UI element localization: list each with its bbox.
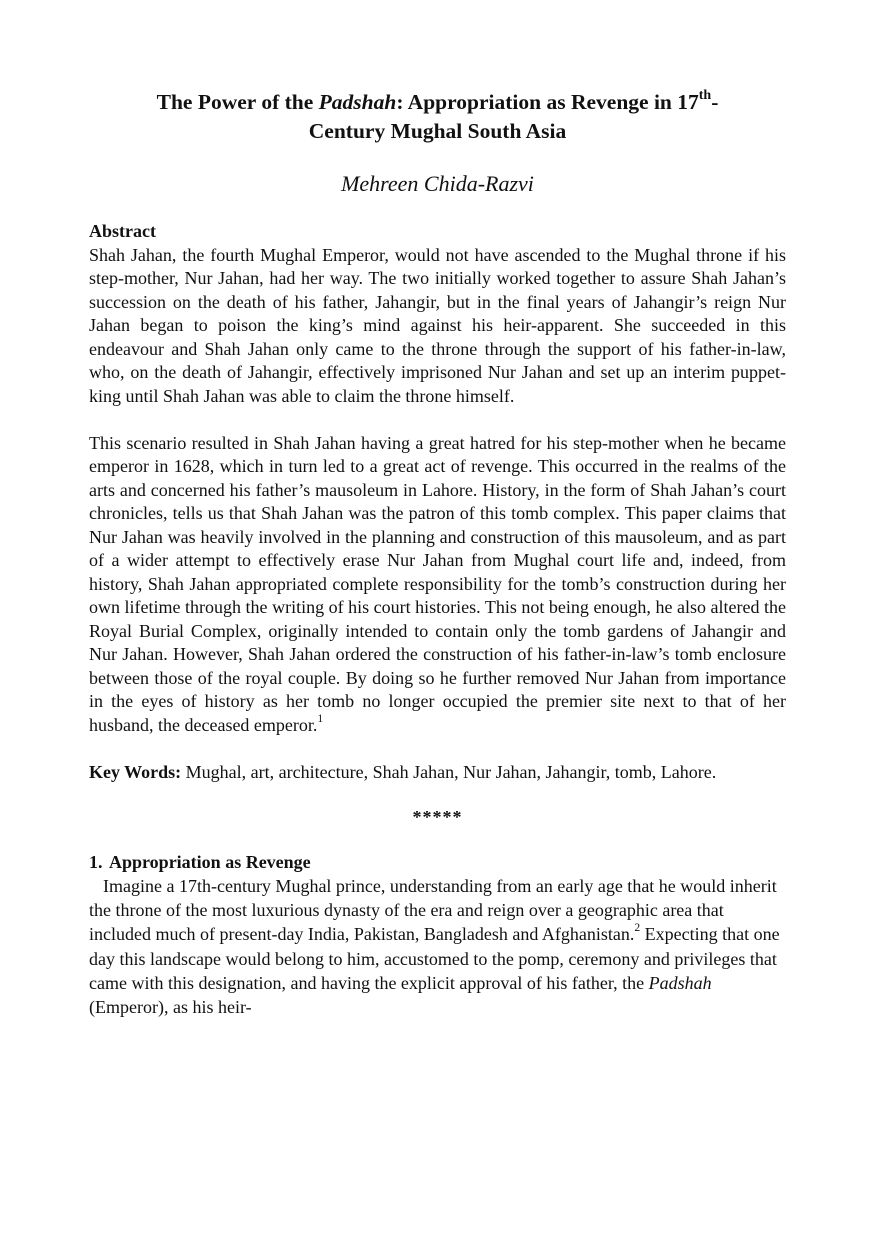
section-1-number: 1.	[89, 851, 103, 872]
paper-page	[89, 88, 786, 1019]
author-name: Mehreen Chida-Razvi	[341, 171, 534, 196]
abstract-heading: Abstract	[89, 221, 156, 241]
title-line-2: Century Mughal South Asia	[308, 119, 567, 143]
title-superscript: th	[698, 87, 712, 103]
section-1-text-part1: Imagine a 17th-century Mughal prince, understanding from an early age that he would inherit the throne of the most luxurious dynasty of the era and reign over a geographic area that included much of present-day India, Pakistan, Bangladesh and Afghanistan.	[89, 876, 777, 945]
title-text-part3: -	[711, 90, 719, 114]
section-1-text-part2: Expecting that one day this landscape would belong to him, accustomed to the pomp, ceremony and privileges that came with this designation, and having the explicit approval of his father, the	[89, 924, 780, 993]
section-1-paragraph	[89, 874, 786, 1019]
abstract-paragraph-2	[89, 432, 786, 738]
title-text-part1: The Power of the	[156, 90, 319, 114]
footnote-ref-1[interactable]: 1	[317, 712, 324, 725]
keywords-text: Mughal, art, architecture, Shah Jahan, Nur Jahan, Jahangir, tomb, Lahore.	[181, 761, 717, 782]
title-italic-word: Padshah	[318, 90, 397, 114]
paper-title	[89, 88, 786, 146]
section-1-italic-word: Padshah	[648, 972, 712, 993]
section-1-title: Appropriation as Revenge	[109, 851, 311, 872]
section-1-heading	[89, 851, 786, 875]
footnote-ref-2[interactable]: 2	[634, 922, 641, 935]
title-text-part2: : Appropriation as Revenge in 17	[396, 90, 699, 114]
keywords	[89, 761, 786, 785]
section-1-text-part3: (Emperor), as his heir-	[89, 997, 252, 1018]
abstract-paragraph-2-text: This scenario resulted in Shah Jahan having a great hatred for his step-mother when he became emperor in 1628, which in turn led to a great act of revenge. This occurred in the realms of the arts and concerned his father’s mausoleum in Lahore. History, in the form of Shah Jahan’s court chronicles, tells us that Shah Jahan was the patron of this tomb complex. This paper claims that Nur Jahan was heavily involved in the planning and construction of this mausoleum, and as part of a wider attempt to effectively erase Nur Jahan from Mughal court life and, indeed, from history, Shah Jahan appropriated complete responsibility for the tomb’s construction during her own lifetime through the writing of his court histories. This not being enough, he also altered the Royal Burial Complex, originally intended to contain only the tomb gardens of Jahangir and Nur Jahan. However, Shah Jahan ordered the construction of his father-in-law’s tomb enclosure between those of the royal couple. By doing so he further removed Nur Jahan from importance in the eyes of history as her tomb no longer occupied the premier site next to that of her husband, the deceased emperor.	[89, 432, 786, 735]
abstract-paragraph-1	[89, 244, 786, 409]
abstract-paragraph-1-text: Shah Jahan, the fourth Mughal Emperor, would not have ascended to the Mughal throne if his step-mother, Nur Jahan, had her way. The two initially worked together to assure Shah Jahan’s succession on the death of his father, Jahangir, but in the final years of Jahangir’s reign Nur Jahan began to poison the king’s mind against his heir-apparent. She succeeded in this endeavour and Shah Jahan only came to the throne through the support of his father-in-law, who, on the death of Jahangir, effectively imprisoned Nur Jahan and set up an interim puppet-king until Shah Jahan was able to claim the throne himself.	[89, 244, 786, 406]
keywords-label: Key Words:	[89, 761, 182, 782]
section-divider: *****	[412, 807, 463, 827]
